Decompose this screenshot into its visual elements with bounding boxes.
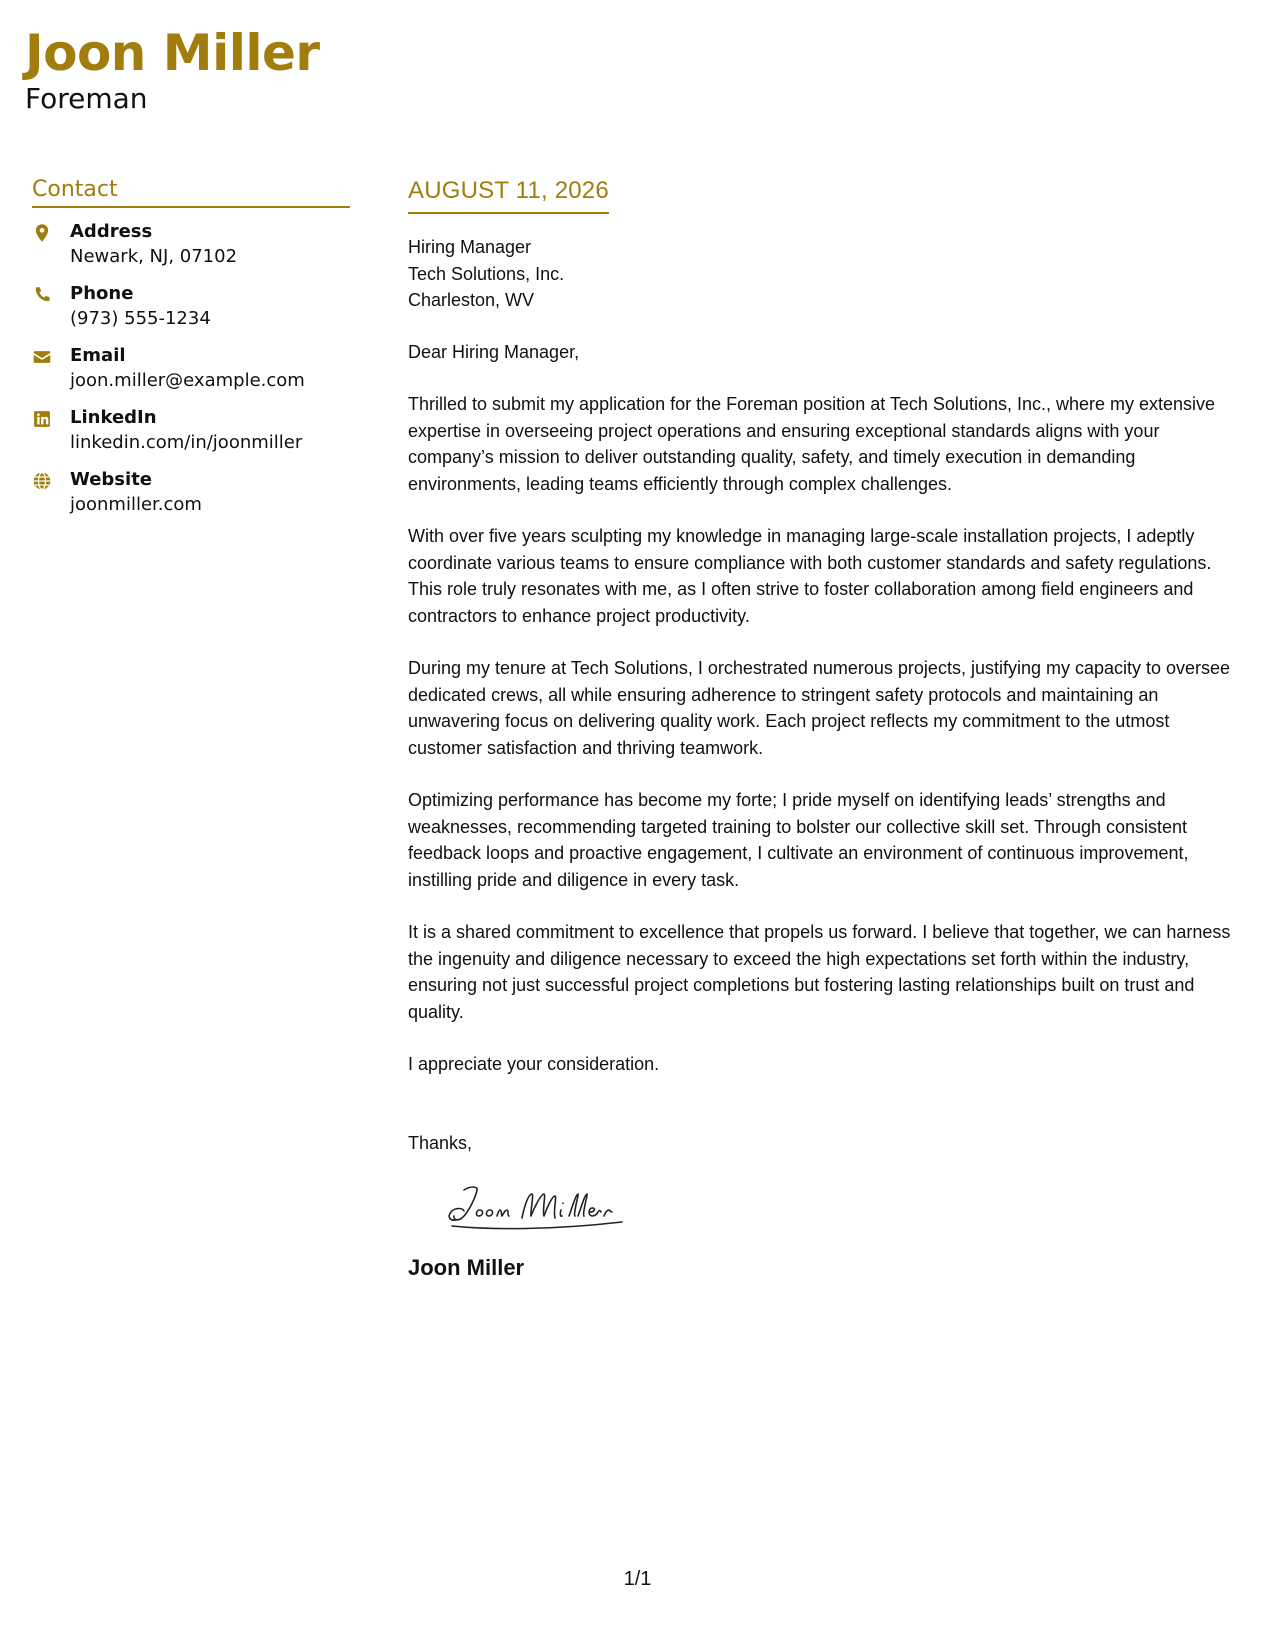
contact-label: Phone (70, 283, 134, 304)
contact-label: Website (70, 469, 153, 490)
contact-item-address (32, 220, 350, 269)
contact-value: linkedin.com/in/joonmiller (70, 432, 303, 453)
contact-label: LinkedIn (70, 407, 157, 428)
contact-item-email (32, 344, 350, 393)
applicant-name: Joon Miller (25, 24, 320, 82)
recipient-line: Charleston, WV (408, 290, 535, 310)
contact-sidebar (32, 176, 350, 530)
letter-paragraph: It is a shared commitment to excellence that propels us forward. I believe that together, we can harness the ingenuity and diligence necessary to exceed the high expectations set forth within the industry, ensuring not just successful project completions but fostering lasting relationships built on trust and quality. (408, 922, 1231, 1022)
letter-paragraph: Optimizing performance has become my forte; I pride myself on identifying leads’ strengths and weaknesses, recommending targeted training to bolster our collective skill set. Through consistent feedback loops and proactive engagement, I cultivate an environment of continuous improvement, instilling pride and diligence in every task. (408, 790, 1189, 890)
page-number: 1/1 (623, 1568, 652, 1590)
contact-label: Address (70, 221, 153, 242)
letter-paragraph: Thrilled to submit my application for the Foreman position at Tech Solutions, Inc., where my extensive expertise in overseeing project operations and ensuring exceptional standards aligns with your company’s mission to deliver outstanding quality, safety, and timely execution in demanding environments, leading teams efficiently through complex challenges. (408, 394, 1216, 494)
contact-item-linkedin (32, 406, 350, 455)
phone-icon (32, 282, 70, 305)
envelope-icon (32, 344, 70, 367)
handwritten-signature (442, 1176, 642, 1236)
map-pin-icon (32, 220, 70, 243)
signer-name: Joon Miller (408, 1255, 525, 1280)
linkedin-icon (32, 406, 70, 429)
letter-paragraph: During my tenure at Tech Solutions, I orchestrated numerous projects, justifying my capacity to oversee dedicated crews, all while ensuring adherence to stringent safety protocols and maintaining an unwavering focus on delivering quality work. Each project reflects my commitment to the utmost customer satisfaction and thriving teamwork. (408, 658, 1231, 758)
applicant-title: Foreman (25, 82, 148, 115)
closing: Thanks, (408, 1132, 473, 1153)
salutation: Dear Hiring Manager, (408, 341, 580, 362)
letter-date: AUGUST 11, 2026 (408, 176, 609, 214)
recipient-line: Hiring Manager (408, 237, 532, 257)
letter-paragraph: With over five years sculpting my knowledge in managing large-scale installation projects, I adeptly coordinate various teams to ensure compliance with both customer standards and safety regulations. This role truly resonates with me, as I often strive to foster collaboration among field engineers and contractors to enhance project productivity. (408, 526, 1212, 626)
contact-label: Email (70, 345, 126, 366)
letter-body (408, 176, 1243, 1282)
contact-heading: Contact (32, 176, 350, 208)
contact-item-website (32, 468, 350, 517)
contact-value: joon.miller@example.com (70, 370, 305, 391)
letter-paragraph: I appreciate your consideration. (408, 1054, 660, 1074)
recipient-line: Tech Solutions, Inc. (408, 263, 565, 284)
recipient-block (408, 234, 1243, 314)
contact-value: (973) 555-1234 (70, 308, 211, 329)
header (25, 24, 320, 116)
globe-icon (32, 468, 70, 491)
contact-value: Newark, NJ, 07102 (70, 246, 238, 267)
contact-item-phone (32, 282, 350, 331)
contact-value: joonmiller.com (70, 494, 202, 515)
